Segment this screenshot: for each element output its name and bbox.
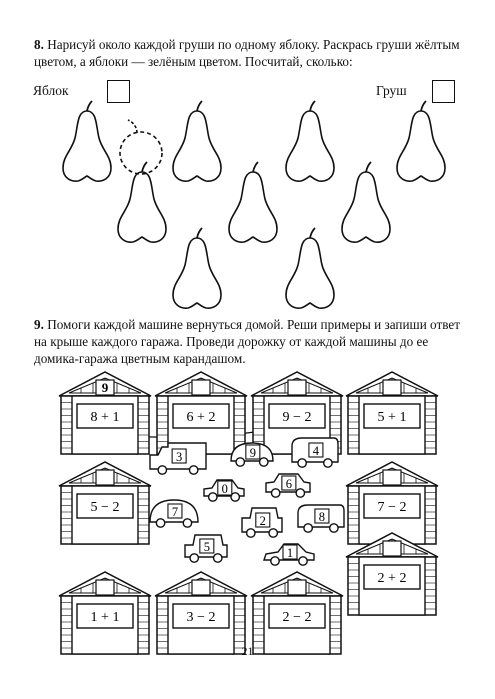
garage-2[interactable] (155, 372, 247, 454)
car-number: 7 (171, 505, 179, 519)
car-8[interactable] (298, 505, 344, 532)
car-number: 3 (175, 450, 183, 464)
garage-answer-box[interactable] (288, 380, 306, 395)
garage-answer-box[interactable] (192, 580, 210, 595)
car-number: 8 (318, 510, 326, 524)
garage-8[interactable] (59, 572, 151, 654)
garage-expression: 6 + 2 (186, 410, 216, 425)
car-number: 2 (259, 514, 266, 528)
car-number: 4 (312, 444, 320, 458)
car-3[interactable] (292, 438, 338, 467)
car-number: 9 (249, 446, 256, 460)
garage-expression: 5 − 2 (90, 500, 120, 515)
car-9[interactable] (185, 535, 227, 562)
task-9-number: 9. (34, 317, 44, 332)
car-10[interactable] (264, 544, 314, 565)
garage-9[interactable] (155, 572, 247, 654)
car-number: 6 (285, 477, 293, 491)
garage-answer-box[interactable] (383, 541, 401, 556)
car-number: 5 (203, 540, 210, 554)
garage-expression: 8 + 1 (90, 410, 120, 425)
garage-7[interactable] (346, 533, 438, 615)
garage-answer-box[interactable] (383, 380, 401, 395)
task-8-instructions: Нарисуй около каждой груши по одному яблоку. Раскрась груши жёлтым цветом, а яблоки — зелёным цветом. Посчитай, сколько: (34, 37, 460, 69)
garage-answer-box[interactable] (192, 380, 210, 395)
car-number: 1 (286, 546, 294, 560)
garage-1[interactable] (59, 372, 151, 454)
garage-answer-box[interactable] (383, 470, 401, 485)
garage-4[interactable] (346, 372, 438, 454)
car-number: 0 (221, 482, 228, 496)
garage-answer-box[interactable] (288, 580, 306, 595)
car-7[interactable] (242, 508, 282, 537)
car-6[interactable] (150, 500, 198, 527)
garage-expression: 3 − 2 (186, 610, 216, 625)
apple-count-label: Яблок (33, 83, 69, 98)
garage-10[interactable] (251, 572, 343, 654)
garage-expression: 2 + 2 (377, 571, 407, 586)
task-9-instructions: Помоги каждой машине вернуться домой. Реши примеры и запиши ответ на крыше каждого гаража. Проведи дорожку от каждой машины до ее домика-гаража цветным карандашом. (34, 317, 460, 366)
garage-5[interactable] (59, 462, 151, 544)
garage-expression: 9 − 2 (282, 410, 312, 425)
garage-expression: 5 + 1 (377, 410, 407, 425)
page-number: 21 (241, 644, 254, 658)
car-2[interactable] (231, 443, 273, 466)
garage-expression: 2 − 2 (282, 610, 312, 625)
garage-expression: 1 + 1 (90, 610, 120, 625)
garage-6[interactable] (346, 462, 438, 544)
car-4[interactable] (204, 480, 244, 501)
garage-expression: 7 − 2 (377, 500, 407, 515)
garage-answer-box[interactable] (96, 470, 114, 485)
garage-answer: 9 (101, 380, 109, 395)
task-8-number: 8. (34, 37, 44, 52)
car-5[interactable] (266, 474, 310, 497)
garage-answer-box[interactable] (96, 580, 114, 595)
pear-count-label: Груш (376, 83, 407, 98)
